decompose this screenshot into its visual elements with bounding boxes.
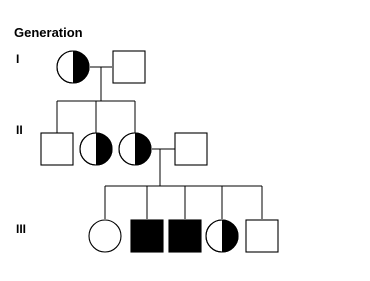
individual-male-affected	[131, 220, 163, 252]
individual-female-unaffected	[89, 220, 121, 252]
carrier-half-fill	[222, 220, 238, 252]
male-square	[41, 133, 73, 165]
individual-female-carrier	[57, 51, 89, 83]
generation-label-i: I	[16, 52, 20, 66]
generation-label-ii: II	[16, 123, 23, 137]
individual-male-unaffected	[175, 133, 207, 165]
male-square	[131, 220, 163, 252]
male-square	[169, 220, 201, 252]
generation-heading: Generation	[14, 25, 83, 40]
individual-male-affected	[169, 220, 201, 252]
male-square	[113, 51, 145, 83]
individual-male-unaffected	[246, 220, 278, 252]
carrier-half-fill	[73, 51, 89, 83]
individual-female-carrier	[119, 133, 151, 165]
female-circle	[89, 220, 121, 252]
generation-label-iii: III	[16, 222, 27, 236]
carrier-half-fill	[135, 133, 151, 165]
male-square	[246, 220, 278, 252]
individual-female-carrier	[206, 220, 238, 252]
individual-male-unaffected	[113, 51, 145, 83]
carrier-half-fill	[96, 133, 112, 165]
individual-male-unaffected	[41, 133, 73, 165]
individual-female-carrier	[80, 133, 112, 165]
male-square	[175, 133, 207, 165]
